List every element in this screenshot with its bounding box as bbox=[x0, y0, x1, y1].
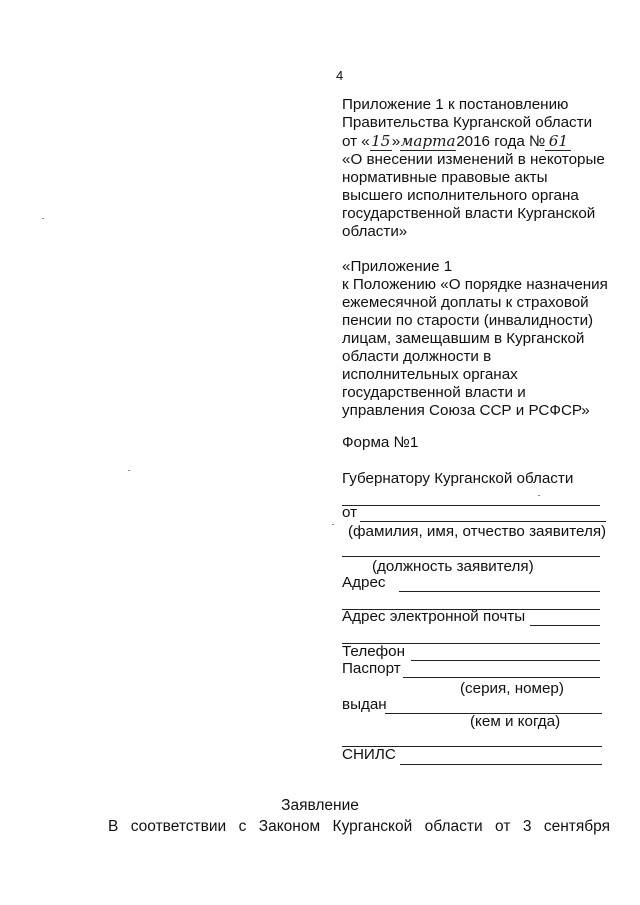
snils-line bbox=[400, 764, 602, 765]
scan-speck bbox=[538, 495, 540, 496]
phone-label: Телефон bbox=[342, 643, 406, 660]
header-date-line: от «15»марта2016 года № 61 bbox=[342, 132, 605, 151]
header-line: высшего исполнительного органа bbox=[342, 187, 579, 204]
position-caption: (должность заявителя) bbox=[372, 558, 534, 575]
from-line bbox=[360, 521, 606, 522]
blank-line bbox=[342, 556, 600, 557]
annex-line: ежемесячной доплаты к страховой bbox=[342, 294, 589, 311]
statement-title: Заявление bbox=[281, 797, 359, 814]
addressee: Губернатору Курганской области bbox=[342, 470, 574, 487]
address-line bbox=[399, 591, 600, 592]
issued-label: выдан bbox=[342, 696, 387, 713]
annex-line: исполнительных органах bbox=[342, 366, 518, 383]
header-line: государственной власти Курганской bbox=[342, 205, 596, 222]
annex-reference bbox=[342, 258, 608, 420]
form-label: Форма №1 bbox=[342, 434, 419, 451]
scan-speck bbox=[332, 524, 334, 525]
statement-first-line: В соответствии с Законом Курганской области от 3 сентября bbox=[108, 818, 610, 835]
email-label: Адрес электронной почты bbox=[342, 608, 526, 625]
issued-caption: (кем и когда) bbox=[470, 713, 561, 730]
annex-line: управления Союза ССР и РСФСР» bbox=[342, 402, 590, 419]
header-line: нормативные правовые акты bbox=[342, 169, 548, 186]
annex-line: «Приложение 1 bbox=[342, 258, 453, 275]
header-line: «О внесении изменений в некоторые bbox=[342, 151, 605, 168]
annex-line: лицам, замещавшим в Курганской bbox=[342, 330, 585, 347]
annex-line: пенсии по старости (инвалидности) bbox=[342, 312, 594, 329]
scan-speck bbox=[42, 218, 44, 219]
header-line: Правительства Курганской области bbox=[342, 114, 593, 131]
scan-speck bbox=[128, 470, 130, 471]
snils-label: СНИЛС bbox=[342, 746, 396, 763]
handwritten-number: 61 bbox=[545, 132, 571, 151]
annex-line: области должности в bbox=[342, 348, 492, 365]
from-label: от bbox=[342, 504, 358, 521]
passport-caption: (серия, номер) bbox=[460, 680, 564, 697]
fio-caption: (фамилия, имя, отчество заявителя) bbox=[348, 523, 607, 540]
appendix-header bbox=[342, 96, 605, 241]
passport-label: Паспорт bbox=[342, 660, 401, 677]
address-label: Адрес bbox=[342, 574, 386, 591]
blank-line bbox=[342, 505, 600, 506]
email-line bbox=[530, 625, 600, 626]
header-line: Приложение 1 к постановлению bbox=[342, 96, 569, 113]
passport-line bbox=[403, 677, 600, 678]
handwritten-month: марта bbox=[400, 132, 456, 150]
handwritten-day: 15 bbox=[371, 132, 391, 150]
annex-line: государственной власти и bbox=[342, 384, 526, 401]
page-number: 4 bbox=[336, 68, 344, 83]
phone-line bbox=[411, 660, 600, 661]
annex-line: к Положению «О порядке назначения bbox=[342, 276, 608, 293]
header-line: области» bbox=[342, 223, 408, 240]
